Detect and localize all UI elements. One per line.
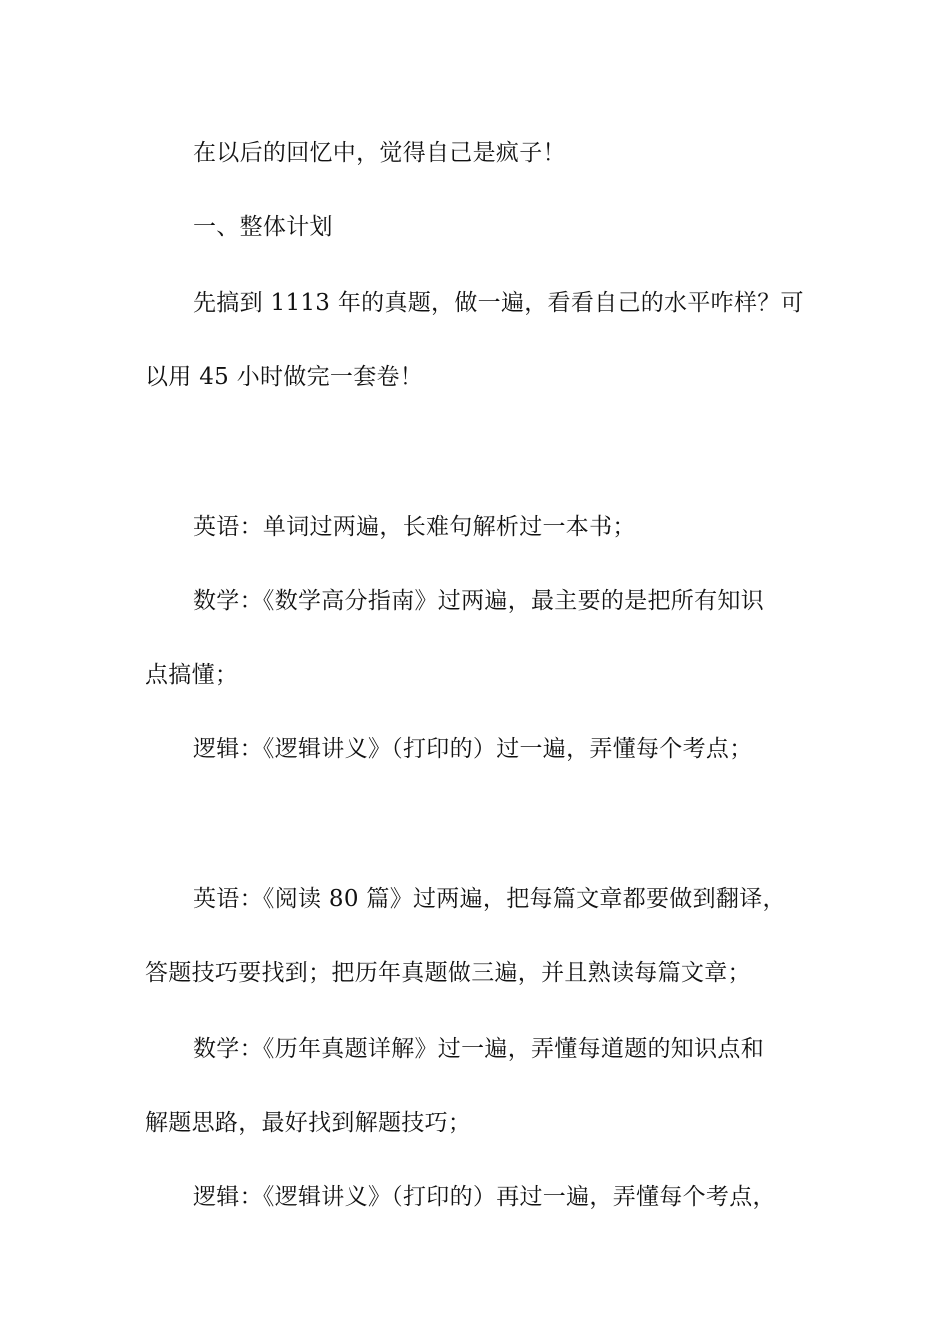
paragraph-line: 解题思路，最好找到解题技巧； bbox=[145, 1110, 472, 1136]
paragraph-line: 在以后的回忆中，觉得自己是疯子！ bbox=[193, 140, 566, 166]
section-heading: 一、整体计划 bbox=[193, 214, 333, 240]
paragraph-line: 先搞到 1113 年的真题，做一遍，看看自己的水平咋样？可 bbox=[193, 290, 804, 316]
paragraph-line: 点搞懂； bbox=[145, 662, 239, 688]
paragraph-line: 英语：《阅读 80 篇》过两遍，把每篇文章都要做到翻译， bbox=[193, 886, 786, 912]
paragraph-line: 逻辑：《逻辑讲义》（打印的）过一遍，弄懂每个考点； bbox=[193, 736, 753, 762]
paragraph-line: 答题技巧要找到；把历年真题做三遍，并且熟读每篇文章； bbox=[145, 960, 751, 986]
paragraph-line: 逻辑：《逻辑讲义》（打印的）再过一遍，弄懂每个考点， bbox=[193, 1184, 776, 1210]
paragraph-line: 英语：单词过两遍，长难句解析过一本书； bbox=[193, 514, 636, 540]
paragraph-line: 以用 45 小时做完一套卷！ bbox=[145, 364, 424, 390]
paragraph-line: 数学：《数学高分指南》过两遍，最主要的是把所有知识 bbox=[193, 588, 764, 614]
paragraph-line: 数学：《历年真题详解》过一遍，弄懂每道题的知识点和 bbox=[193, 1036, 764, 1062]
